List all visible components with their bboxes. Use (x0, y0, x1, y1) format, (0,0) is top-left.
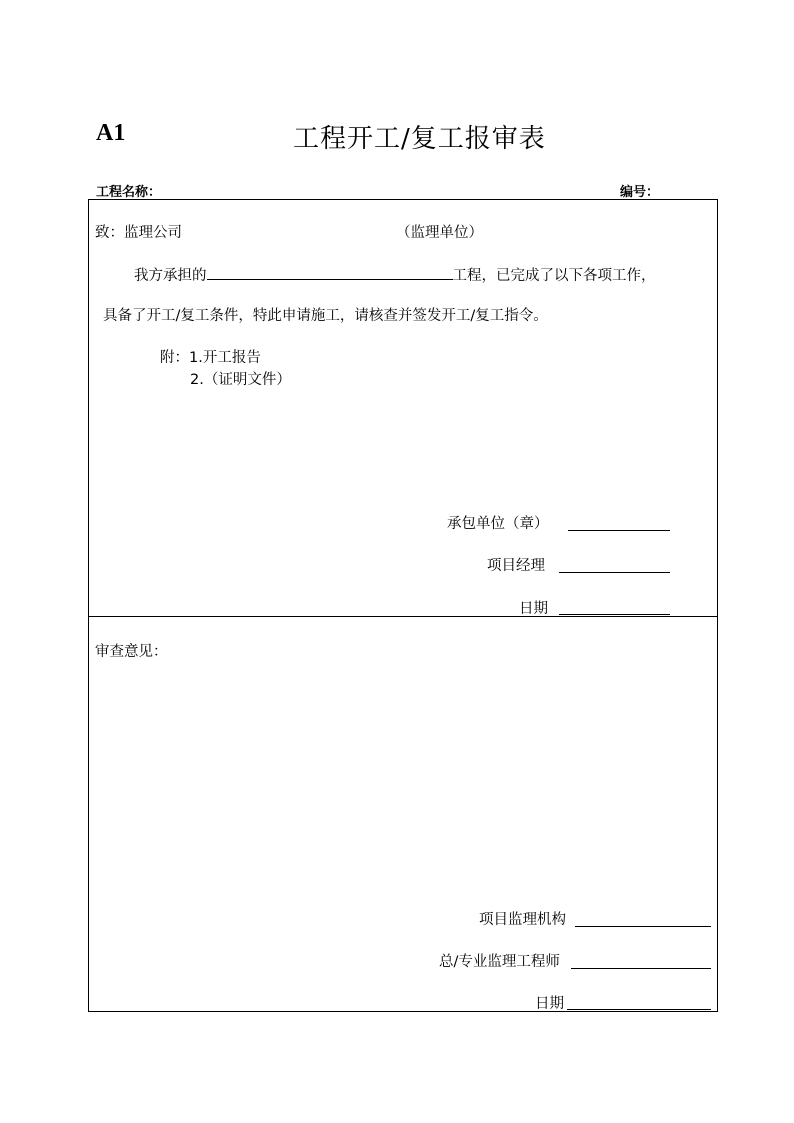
project-manager-label: 项目经理 (487, 558, 545, 574)
commitment-line-2: 具备了开工/复工条件，特此申请施工，请核查并签发开工/复工指令。 (103, 308, 548, 324)
chief-engineer-signature-line[interactable] (571, 954, 711, 969)
commitment-line-1 (134, 264, 656, 285)
application-date-line[interactable] (559, 600, 670, 615)
to-label: 致：监理公司 (95, 225, 182, 241)
application-date-label: 日期 (519, 601, 548, 617)
supervisor-unit-label: （监理单位） (396, 225, 483, 241)
supervision-org-signature-line[interactable] (575, 912, 711, 927)
contractor-signature-line[interactable] (568, 516, 670, 531)
project-name-label: 工程名称： (96, 185, 162, 200)
review-date-line[interactable] (567, 995, 711, 1010)
review-date-label: 日期 (535, 996, 564, 1012)
application-section (88, 199, 718, 617)
form-code: A1 (96, 120, 126, 146)
review-opinion-label: 审查意见： (95, 644, 168, 660)
project-blank-line[interactable] (207, 265, 453, 280)
chief-engineer-label: 总/专业监理工程师 (439, 954, 560, 970)
review-section (88, 616, 718, 1012)
page-title: 工程开工/复工报审表 (293, 124, 546, 154)
attachment-1: 附：1.开工报告 (160, 350, 261, 366)
commitment-suffix: 工程，已完成了以下各项工作， (452, 268, 656, 284)
attachment-2: 2.（证明文件） (190, 372, 291, 388)
commitment-prefix: 我方承担的 (134, 268, 207, 284)
contractor-label: 承包单位（章） (447, 516, 549, 532)
number-label: 编号： (620, 185, 660, 200)
supervision-org-label: 项目监理机构 (479, 912, 566, 928)
project-manager-signature-line[interactable] (559, 558, 670, 573)
